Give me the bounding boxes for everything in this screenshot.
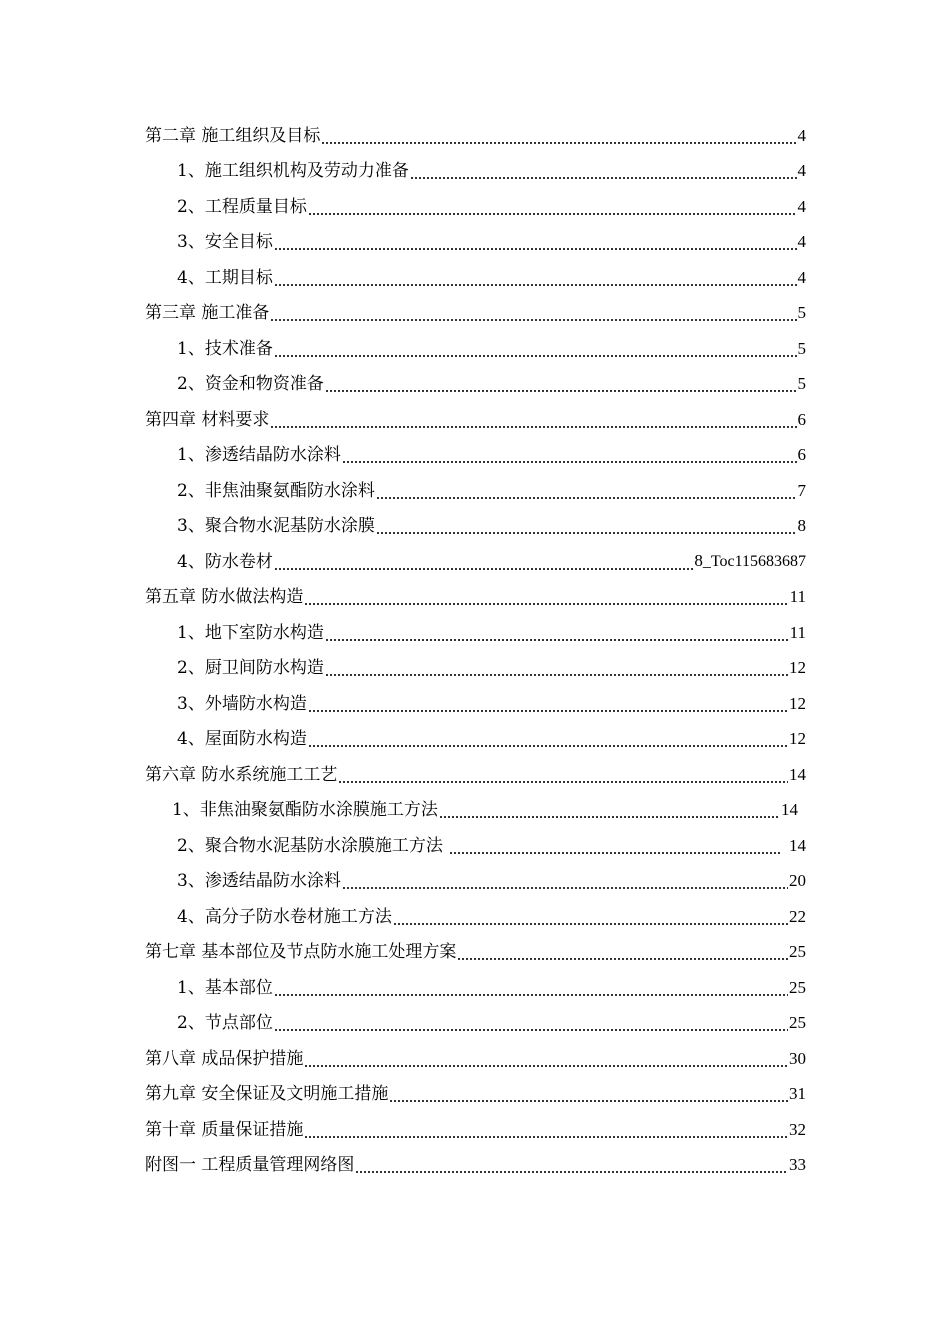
toc-entry-chapter-6[interactable] xyxy=(0,757,950,793)
toc-entry-label: 4、防水卷材 xyxy=(177,551,273,572)
toc-entry-label: 第二章 施工组织及目标 xyxy=(145,125,321,146)
toc-entry-label: 第五章 防水做法构造 xyxy=(145,587,304,608)
toc-entry-page-number: 14 xyxy=(781,800,798,820)
toc-entry-chapter-2[interactable] xyxy=(0,118,950,154)
toc-entry-label: 1、技术准备 xyxy=(177,338,273,359)
toc-entry-label: 第四章 材料要求 xyxy=(145,409,270,430)
toc-entry-page-number: 20 xyxy=(789,871,806,891)
toc-entry-label: 第十章 质量保证措施 xyxy=(145,1119,304,1140)
toc-entry-chapter-4[interactable] xyxy=(0,402,950,438)
toc-dot-leader xyxy=(342,871,788,891)
toc-entry-label: 3、安全目标 xyxy=(177,232,273,253)
toc-entry-page-number: 4 xyxy=(797,161,806,181)
toc-entry-section[interactable] xyxy=(0,970,950,1006)
toc-dot-leader xyxy=(274,339,797,359)
toc-entry-page-number: 30 xyxy=(789,1048,806,1068)
toc-entry-section[interactable] xyxy=(0,544,950,580)
toc-entry-label: 3、外墙防水构造 xyxy=(177,693,307,714)
toc-entry-section[interactable] xyxy=(0,154,950,190)
toc-dot-leader xyxy=(274,268,797,288)
toc-entry-page-number: 12 xyxy=(789,693,806,713)
toc-entry-page-number: 14 xyxy=(789,764,806,784)
toc-entry-page-value: 8 xyxy=(694,551,703,571)
toc-entry-section[interactable] xyxy=(0,367,950,403)
toc-entry-label: 2、节点部位 xyxy=(177,1013,273,1034)
toc-entry-label: 1、地下室防水构造 xyxy=(177,622,324,643)
toc-entry-section[interactable] xyxy=(0,793,950,829)
toc-entry-label: 2、资金和物资准备 xyxy=(177,374,324,395)
toc-entry-section[interactable] xyxy=(0,899,950,935)
toc-entry-label: 2、聚合物水泥基防水涂膜施工方法 xyxy=(177,835,443,856)
toc-entry-page-number: 5 xyxy=(797,374,806,394)
toc-entry-page-number: 7 xyxy=(797,480,806,500)
toc-entry-chapter-5[interactable] xyxy=(0,580,950,616)
toc-entry-page-number: 4 xyxy=(797,267,806,287)
toc-dot-leader xyxy=(304,1049,788,1069)
toc-dot-leader xyxy=(321,126,796,146)
toc-entry-label: 3、渗透结晶防水涂料 xyxy=(177,871,341,892)
toc-entry-page-number: 33 xyxy=(789,1155,806,1175)
toc-entry-label: 第九章 安全保证及文明施工措施 xyxy=(145,1084,389,1105)
toc-entry-section[interactable] xyxy=(0,189,950,225)
toc-entry-chapter-7[interactable] xyxy=(0,935,950,971)
toc-dot-leader xyxy=(439,800,780,820)
toc-entry-section[interactable] xyxy=(0,864,950,900)
toc-entry-section[interactable] xyxy=(0,473,950,509)
toc-entry-page-number: 6 xyxy=(797,445,806,465)
toc-entry-appendix-1[interactable] xyxy=(0,1148,950,1184)
toc-dot-leader xyxy=(308,694,788,714)
toc-entry-label: 第六章 防水系统施工工艺 xyxy=(145,764,338,785)
toc-entry-page-number: 25 xyxy=(789,942,806,962)
toc-entry-section[interactable] xyxy=(0,225,950,261)
toc-dot-leader xyxy=(376,516,797,536)
toc-dot-leader xyxy=(325,658,788,678)
toc-entry-label: 1、施工组织机构及劳动力准备 xyxy=(177,161,409,182)
toc-entry-label: 第三章 施工准备 xyxy=(145,303,270,324)
toc-entry-label: 2、工程质量目标 xyxy=(177,196,307,217)
toc-entry-page-number: 5 xyxy=(797,338,806,358)
toc-dot-leader xyxy=(342,445,797,465)
toc-dot-leader xyxy=(325,623,789,643)
toc-entry-label: 1、基本部位 xyxy=(177,977,273,998)
toc-dot-leader xyxy=(308,197,797,217)
toc-entry-page-number: 31 xyxy=(789,1084,806,1104)
toc-dot-leader xyxy=(274,232,797,252)
toc-entry-page-number: 14 xyxy=(789,835,806,855)
toc-entry-label: 附图一 工程质量管理网络图 xyxy=(145,1155,355,1176)
toc-entry-page-number: 8 xyxy=(797,516,806,536)
toc-entry-chapter-9[interactable] xyxy=(0,1077,950,1113)
toc-dot-leader xyxy=(376,481,797,501)
toc-entry-section[interactable] xyxy=(0,722,950,758)
toc-dot-leader xyxy=(457,942,788,962)
toc-bookmark-code: _Toc115683687 xyxy=(702,553,806,571)
toc-entry-section[interactable] xyxy=(0,1006,950,1042)
toc-entry-page-number: 25 xyxy=(789,977,806,997)
toc-dot-leader xyxy=(389,1084,788,1104)
toc-entry-label: 2、非焦油聚氨酯防水涂料 xyxy=(177,480,375,501)
toc-entry-page-number: 6 xyxy=(797,409,806,429)
toc-entry-page-number: 5 xyxy=(797,303,806,323)
toc-dot-leader xyxy=(274,552,694,572)
toc-entry-page-number: 12 xyxy=(789,658,806,678)
toc-entry-page-number: 11 xyxy=(789,622,806,642)
toc-dot-leader xyxy=(410,161,797,181)
toc-entry-page-number: 25 xyxy=(789,1013,806,1033)
toc-entry-page-number: 4 xyxy=(797,196,806,216)
toc-dot-leader xyxy=(304,587,788,607)
toc-dot-leader xyxy=(274,978,788,998)
toc-entry-section[interactable] xyxy=(0,509,950,545)
toc-entry-page-number: 32 xyxy=(789,1119,806,1139)
toc-entry-section[interactable] xyxy=(0,438,950,474)
table-of-contents xyxy=(0,118,950,1183)
toc-entry-chapter-8[interactable] xyxy=(0,1041,950,1077)
toc-entry-label: 第七章 基本部位及节点防水施工处理方案 xyxy=(145,942,457,963)
toc-entry-page-number: 12 xyxy=(789,729,806,749)
toc-entry-label: 第八章 成品保护措施 xyxy=(145,1048,304,1069)
toc-dot-leader xyxy=(393,907,788,927)
toc-entry-label: 2、厨卫间防水构造 xyxy=(177,658,324,679)
toc-entry-page-number: 4 xyxy=(797,232,806,252)
toc-entry-label: 4、工期目标 xyxy=(177,267,273,288)
toc-entry-page-number: 11 xyxy=(789,587,806,607)
toc-entry-section[interactable] xyxy=(0,651,950,687)
toc-entry-label: 3、聚合物水泥基防水涂膜 xyxy=(177,516,375,537)
toc-entry-section[interactable] xyxy=(0,686,950,722)
toc-dot-leader xyxy=(270,410,796,430)
toc-entry-section[interactable] xyxy=(0,615,950,651)
toc-dot-leader xyxy=(338,765,788,785)
toc-entry-chapter-3[interactable] xyxy=(0,296,950,332)
toc-entry-label: 1、渗透结晶防水涂料 xyxy=(177,445,341,466)
toc-entry-section[interactable] xyxy=(0,331,950,367)
toc-dot-leader xyxy=(355,1155,788,1175)
toc-entry-section[interactable] xyxy=(0,828,950,864)
toc-dot-leader xyxy=(308,729,788,749)
toc-entry-label: 1、非焦油聚氨酯防水涂膜施工方法 xyxy=(172,800,438,821)
toc-dot-leader xyxy=(449,836,782,856)
toc-dot-leader xyxy=(274,1013,788,1033)
toc-entry-label: 4、屋面防水构造 xyxy=(177,729,307,750)
toc-entry-page-number xyxy=(694,551,806,572)
toc-dot-leader xyxy=(325,374,797,394)
toc-dot-leader xyxy=(270,303,796,323)
toc-dot-leader xyxy=(304,1120,788,1140)
toc-entry-page-number: 4 xyxy=(797,125,806,145)
toc-entry-page-number: 22 xyxy=(789,906,806,926)
toc-entry-section[interactable] xyxy=(0,260,950,296)
toc-entry-chapter-10[interactable] xyxy=(0,1112,950,1148)
toc-entry-label: 4、高分子防水卷材施工方法 xyxy=(177,906,392,927)
